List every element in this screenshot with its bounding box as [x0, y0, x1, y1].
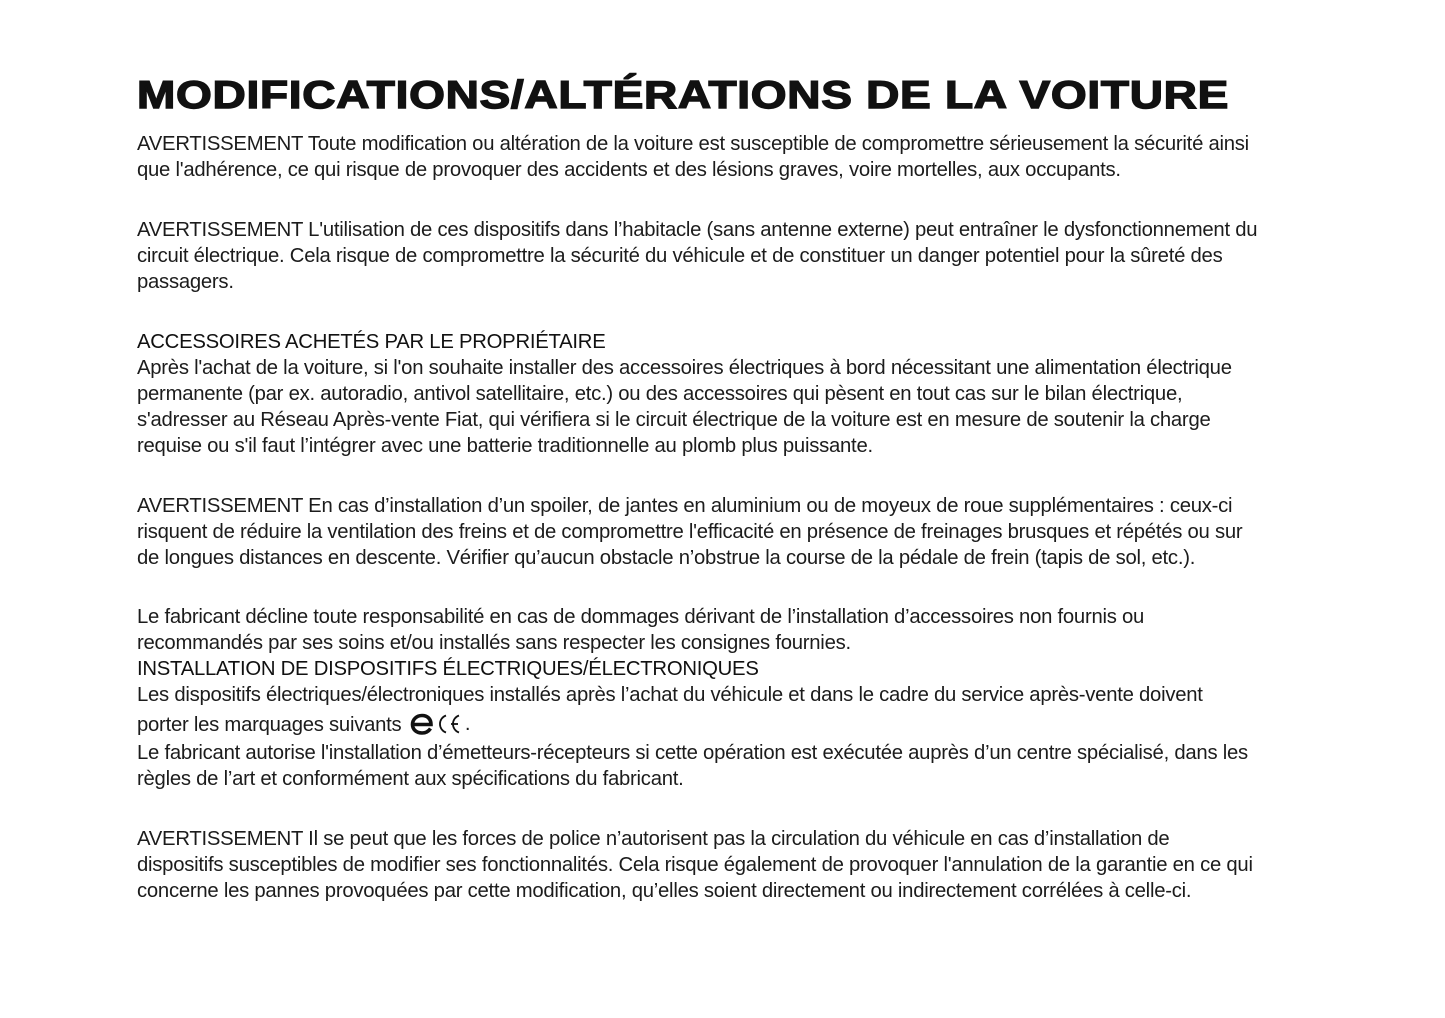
paragraph-line: Le fabricant autorise l'installation d’émetteurs-récepteurs si cette opération est exécutée auprès d’un centre spécialisé, dans les — [137, 742, 1248, 764]
section-heading: ACCESSOIRES ACHETÉS PAR LE PROPRIÉTAIRE — [137, 331, 606, 353]
paragraph-line: permanente (par ex. autoradio, antivol satellitaire, etc.) ou des accessoires qui pèsent en tout cas sur le bilan électrique, — [137, 383, 1183, 405]
paragraph-line: règles de l’art et conformément aux spécifications du fabricant. — [137, 768, 684, 790]
paragraph-line: passagers. — [137, 271, 234, 293]
paragraph-line: que l'adhérence, ce qui risque de provoquer des accidents et des lésions graves, voire mortelles, aux occupants. — [137, 159, 1121, 181]
paragraph-line: risquent de réduire la ventilation des freins et de compromettre l'efficacité en présence de freinages brusques et répétés ou sur — [137, 521, 1243, 543]
paragraph-line: recommandés par ses soins et/ou installés sans respecter les consignes fournies. — [137, 632, 851, 654]
paragraph-line: de longues distances en descente. Vérifier qu’aucun obstacle n’obstrue la course de la pédale de frein (tapis de sol, etc.). — [137, 547, 1196, 569]
paragraph-line: dispositifs susceptibles de modifier ses fonctionnalités. Cela risque également de provoquer l'annulation de la garantie en ce qui — [137, 854, 1253, 876]
paragraph-line: Le fabricant décline toute responsabilité en cas de dommages dérivant de l’installation d’accessoires non fournis ou — [137, 606, 1145, 628]
paragraph-line: s'adresser au Réseau Après-vente Fiat, qui vérifiera si le circuit électrique de la voiture est en mesure de soutenir la charge — [137, 409, 1211, 431]
conformity-marks — [409, 711, 470, 737]
paragraph-line-with-marks — [137, 711, 470, 738]
paragraph-line: Après l'achat de la voiture, si l'on souhaite installer des accessoires électriques à bord nécessitant une alimentation électrique — [137, 357, 1232, 379]
marks-intro-text: porter les marquages suivants — [137, 714, 402, 736]
paragraph-line: AVERTISSEMENT En cas d’installation d’un spoiler, de jantes en aluminium ou de moyeux de roue supplémentaires : ceux-ci — [137, 495, 1233, 517]
ce-mark-icon — [435, 713, 465, 735]
e-mark-icon — [409, 713, 435, 735]
paragraph-line: AVERTISSEMENT L'utilisation de ces dispositifs dans l’habitacle (sans antenne externe) peut entraîner le dysfonctionnement du — [137, 219, 1258, 241]
paragraph-line: AVERTISSEMENT Il se peut que les forces de police n’autorisent pas la circulation du véhicule en cas d’installation de — [137, 828, 1170, 850]
section-heading: INSTALLATION DE DISPOSITIFS ÉLECTRIQUES/ÉLECTRONIQUES — [137, 658, 759, 680]
paragraph-line: requise ou s'il faut l’intégrer avec une batterie traditionnelle au plomb plus puissante. — [137, 435, 873, 457]
page-title: MODIFICATIONS/ALTÉRATIONS DE LA VOITURE — [137, 74, 1230, 117]
paragraph-line: concerne les pannes provoquées par cette modification, qu’elles soient directement ou indirectement corrélées à celle-ci. — [137, 880, 1192, 902]
marks-suffix: . — [464, 713, 471, 735]
paragraph-line: Les dispositifs électriques/électroniques installés après l’achat du véhicule et dans le cadre du service après-vente doivent — [137, 684, 1203, 706]
paragraph-line: circuit électrique. Cela risque de compromettre la sécurité du véhicule et de constituer un danger potentiel pour la sûreté des — [137, 245, 1223, 267]
paragraph-line: AVERTISSEMENT Toute modification ou altération de la voiture est susceptible de compromettre sérieusement la sécurité ainsi — [137, 133, 1249, 155]
